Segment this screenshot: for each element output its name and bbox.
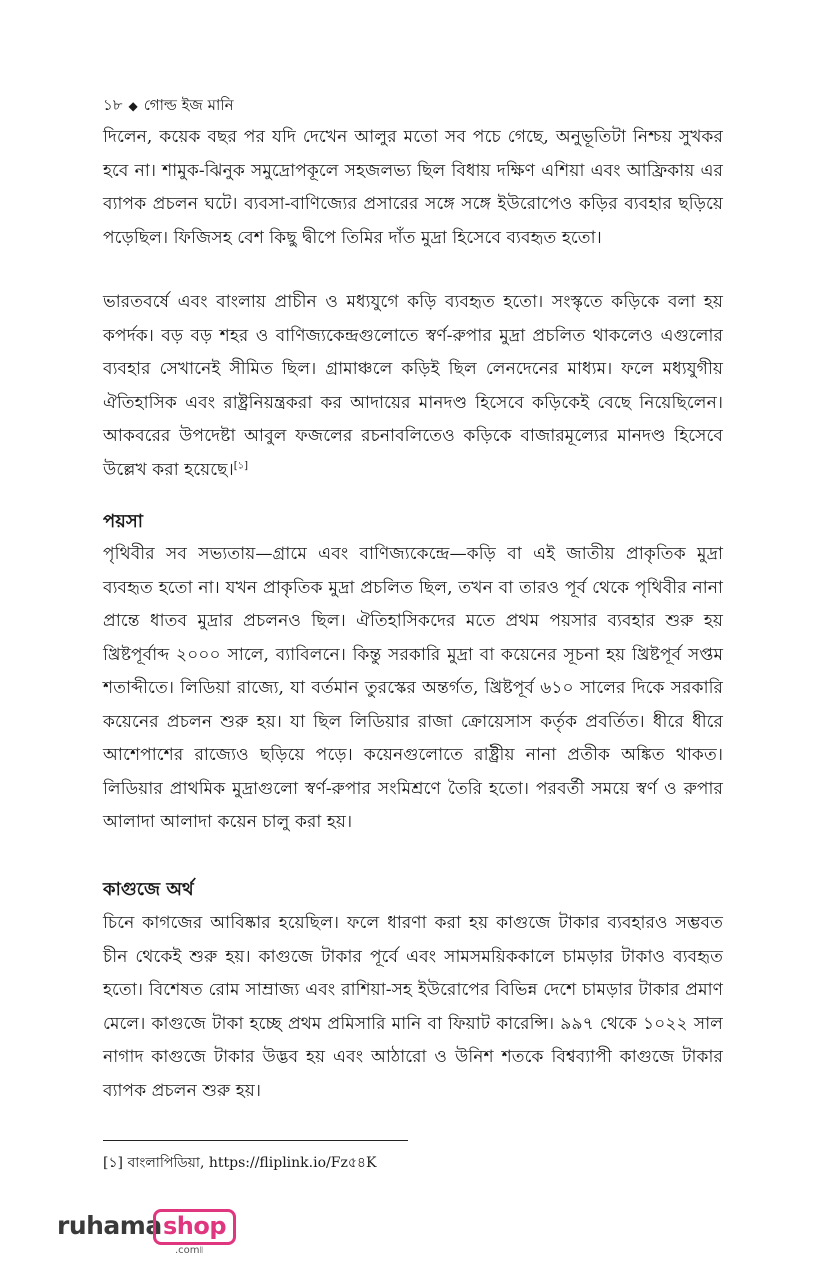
paragraph-2-text: ভারতবর্ষে এবং বাংলায় প্রাচীন ও মধ্যযুগে কড়ি ব্যবহৃত হতো। সংস্কৃতে কড়িকে বলা হয় কপর্দক। বড় বড় শহর ও বাণিজ্যকেন্দ্রগুলোতে স্বর্ণ-রুপার মুদ্রা প্রচলিত থাকলেও এগুলোর ব্যবহার সেখানেই সীমিত ছিল। গ্রামাঞ্চলে কড়িই ছিল লেনদেনের মাধ্যম। ফলে মধ্যযুগীয় ঐতিহাসিক এবং রাষ্ট্রনিয়ন্ত্রকরা কর আদায়ের মানদণ্ড হিসেবে কড়িকেই বেছে নিয়েছিলেন। আকবরের উপদেষ্টা আবুল ফজলের রচনাবলিতেও কড়িকে বাজারমূল্যের মানদণ্ড হিসেবে উল্লেখ করা হয়েছে। [103, 292, 723, 480]
section-heading-poysa: পয়সা [103, 511, 143, 532]
paragraph-3: পৃথিবীর সব সভ্যতায়—গ্রামে এবং বাণিজ্যকেন্দ্রে—কড়ি বা এই জাতীয় প্রাকৃতিক মুদ্রা ব্যবহৃত হতো না। যখন প্রাকৃতিক মুদ্রা প্রচলিত ছিল, তখন বা তারও পূর্ব থেকে পৃথিবীর নানা প্রান্তে ধাতব মুদ্রার প্রচলনও ছিল। ঐতিহাসিকদের মতে প্রথম পয়সার ব্যবহার শুরু হয় খ্রিষ্টপূর্বাব্দ ২০০০ সালে, ব্যাবিলনে। কিন্তু সরকারি মুদ্রা বা কয়েনের সূচনা হয় খ্রিষ্টপূর্ব সপ্তম শতাব্দীতে। লিডিয়া রাজ্যে, যা বর্তমান তুরস্কের অন্তর্গত, খ্রিষ্টপূর্ব ৬১০ সালের দিকে সরকারি কয়েনের প্রচলন শুরু হয়। যা ছিল লিডিয়ার রাজা ক্রোয়েসাস কর্তৃক প্রবর্তিত। ধীরে ধীরে আশেপাশের রাজ্যেও ছড়িয়ে পড়ে। কয়েনগুলোতে রাষ্ট্রীয় নানা প্রতীক অঙ্কিত থাকত। লিডিয়ার প্রাথমিক মুদ্রাগুলো স্বর্ণ-রুপার সংমিশ্রণে তৈরি হতো। পরবর্তী সময়ে স্বর্ণ ও রুপার আলাদা আলাদা কয়েন চালু করা হয়। [103, 544, 723, 832]
paragraph-2 [103, 286, 723, 487]
footnote [103, 1153, 376, 1173]
paragraph-4: চিনে কাগজের আবিষ্কার হয়েছিল। ফলে ধারণা করা হয় কাগুজে টাকার ব্যবহারও সম্ভবত চীন থেকেই শুরু হয়। কাগুজে টাকার পূর্বে এবং সামসময়িককালে চামড়ার টাকাও ব্যবহৃত হতো। বিশেষত রোম সাম্রাজ্য এবং রাশিয়া-সহ ইউরোপের বিভিন্ন দেশে চামড়ার টাকার প্রমাণ মেলে। কাগুজে টাকা হচ্ছে প্রথম প্রমিসারি মানি বা ফিয়াট কারেন্সি। ৯৯৭ থেকে ১০২২ সাল নাগাদ কাগুজে টাকার উদ্ভব হয় এবং আঠারো ও উনিশ শতকে বিশ্বব্যাপী কাগুজে টাকার ব্যাপক প্রচলন শুরু হয়। [103, 913, 723, 1101]
logo-word-shop: shop [153, 1209, 236, 1245]
footnote-reference[interactable]: [১] [233, 459, 249, 471]
footnote-divider [103, 1140, 408, 1141]
logo-domain: .com৷৷ [175, 1245, 203, 1256]
footnote-marker: [১] [103, 1155, 124, 1171]
ruhamashop-logo [57, 1209, 227, 1256]
page-number: ১৮ [103, 96, 123, 114]
paragraph-1: দিলেন, কয়েক বছর পর যদি দেখেন আলুর মতো সব পচে গেছে, অনুভূতিটা নিশ্চয় সুখকর হবে না। শামুক-ঝিনুক সমুদ্রোপকূলে সহজলভ্য ছিল বিধায় দক্ষিণ এশিয়া এবং আফ্রিকায় এর ব্যাপক প্রচলন ঘটে। ব্যবসা-বাণিজ্যের প্রসারের সঙ্গে সঙ্গে ইউরোপেও কড়ির ব্যবহার ছড়িয়ে পড়েছিল। ফিজিসহ বেশ কিছু দ্বীপে তিমির দাঁত মুদ্রা হিসেবে ব্যবহৃত হতো। [103, 127, 723, 248]
running-head [103, 94, 234, 117]
diamond-icon: ◆ [128, 99, 138, 113]
section-heading-paper-money: কাগুজে অর্থ [103, 879, 194, 900]
book-title: গোল্ড ইজ মানি [143, 96, 234, 114]
footnote-text[interactable]: বাংলাপিডিয়া, https://fliplink.io/Fz৫৪K [127, 1155, 377, 1171]
logo-word-ruhama: ruhama [57, 1211, 162, 1240]
